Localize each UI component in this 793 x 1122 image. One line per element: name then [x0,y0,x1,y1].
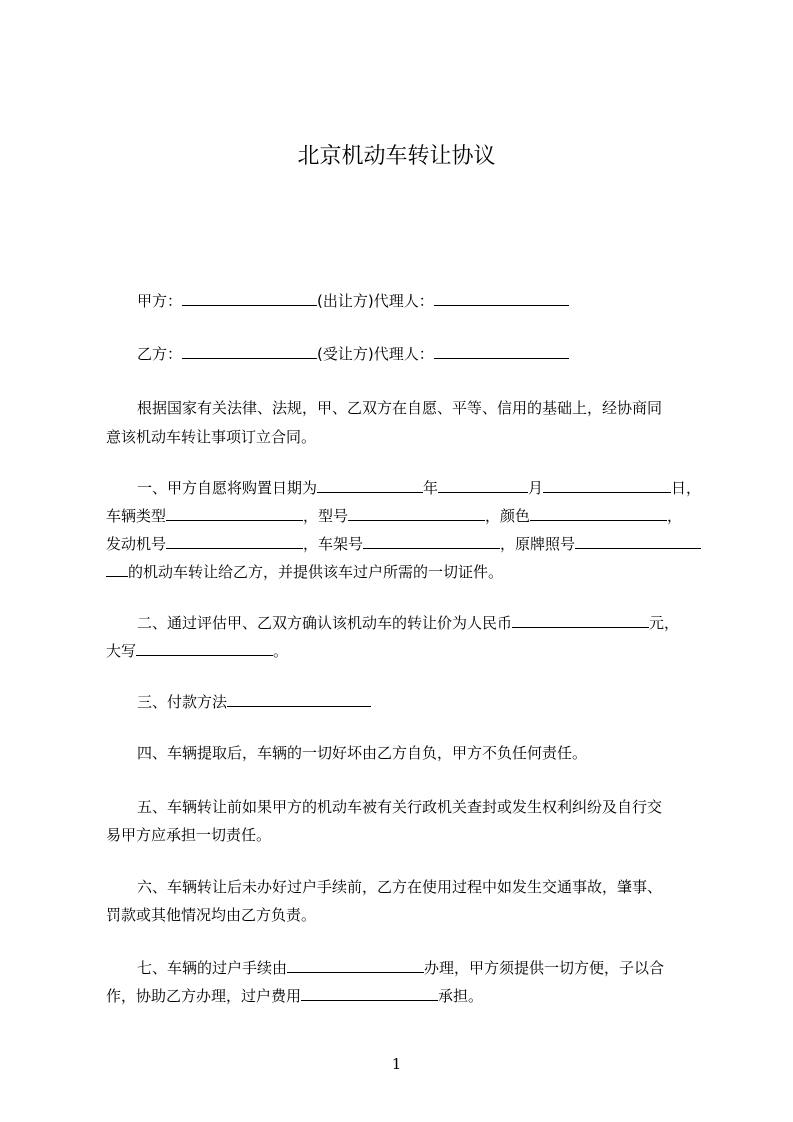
model-blank [348,506,485,521]
clause-7-end: 承担。 [438,987,484,1005]
clause-5-line-2: 易甲方应承担一切责任。 [106,826,272,844]
clause-7-line-2 [106,986,483,1006]
clause-2-intro: 二、通过评估甲、乙双方确认该机动车的转让价为人民币 [137,614,513,632]
day-label: 日， [671,479,702,497]
document-title: 北京机动车转让协议 [297,144,496,169]
payment-method-blank [227,692,371,707]
yuan-label: 元， [649,614,680,632]
purchase-day-blank [543,478,671,493]
year-label: 年 [423,479,439,497]
party-b-agent-blank [434,344,569,359]
party-a-role: (出让方)代理人： [317,292,434,310]
clause-1-line-2 [106,506,682,526]
month-label: 月 [528,479,544,497]
price-blank [512,613,649,628]
frame-number-blank [363,534,500,549]
clause-6-line-1: 六、车辆转让后未办好过户手续前，乙方在使用过程中如发生交通事故，肇事、 [137,878,663,896]
plate-number-label: ，原牌照号 [500,535,576,553]
purchase-year-blank [317,478,423,493]
party-a-label: 甲方： [137,292,183,310]
daxie-label: 大写 [106,642,137,660]
transfer-handler-blank [287,958,424,973]
engine-number-blank [166,534,303,549]
clause-1-end: 的机动车转让给乙方，并提供该车过户所需的一切证件。 [128,563,504,581]
party-a-line [137,291,569,311]
page-number: 1 [391,1055,402,1073]
clause-2-end: 。 [273,642,289,660]
clause-7-intro: 七、车辆的过户手续由 [137,959,288,977]
clause-1-line-3 [106,534,701,554]
party-b-name-blank [182,344,317,359]
party-a-agent-blank [434,291,569,306]
party-a-name-blank [182,291,317,306]
clause-2-line-1 [137,613,679,633]
vehicle-type-label: 车辆类型 [106,507,167,525]
clause-1-intro: 一、甲方自愿将购置日期为 [137,479,318,497]
engine-number-label: 发动机号 [106,535,167,553]
clause-6-line-2: 罚款或其他情况均由乙方负责。 [106,906,317,924]
clause-3-line [137,692,371,712]
frame-number-label: ，车架号 [303,535,364,553]
color-label: ，颜色 [485,507,531,525]
clause-7-fee-label: 作，协助乙方办理，过户费用 [106,987,302,1005]
transfer-fee-blank [301,986,438,1001]
price-words-blank [136,641,273,656]
preamble-line-1: 根据国家有关法律、法规，甲、乙双方在自愿、平等、信用的基础上，经协商同 [137,399,663,417]
clause-4-line: 四、车辆提取后，车辆的一切好坏由乙方自负，甲方不负任何责任。 [137,744,588,762]
plate-number-blank-cont [106,562,128,577]
clause-1-line-1 [137,478,701,498]
clause-5-line-1: 五、车辆转让前如果甲方的机动车被有关行政机关查封或发生权利纠纷及自行交 [137,798,663,816]
clause-3-label: 三、付款方法 [137,693,228,711]
color-comma: ， [667,507,683,525]
vehicle-type-blank [166,506,303,521]
clause-2-line-2 [106,641,288,661]
clause-7-line-1 [137,958,664,978]
plate-number-blank [575,534,701,549]
model-label: ，型号 [303,507,349,525]
purchase-month-blank [438,478,528,493]
color-blank [530,506,667,521]
party-b-label: 乙方： [137,345,183,363]
clause-7-middle: 办理，甲方须提供一切方便，子以合 [424,959,665,977]
clause-1-line-4 [106,562,503,582]
party-b-line [137,344,569,364]
preamble-line-2: 意该机动车转让事项订立合同。 [106,428,317,446]
party-b-role: (受让方)代理人： [317,345,434,363]
